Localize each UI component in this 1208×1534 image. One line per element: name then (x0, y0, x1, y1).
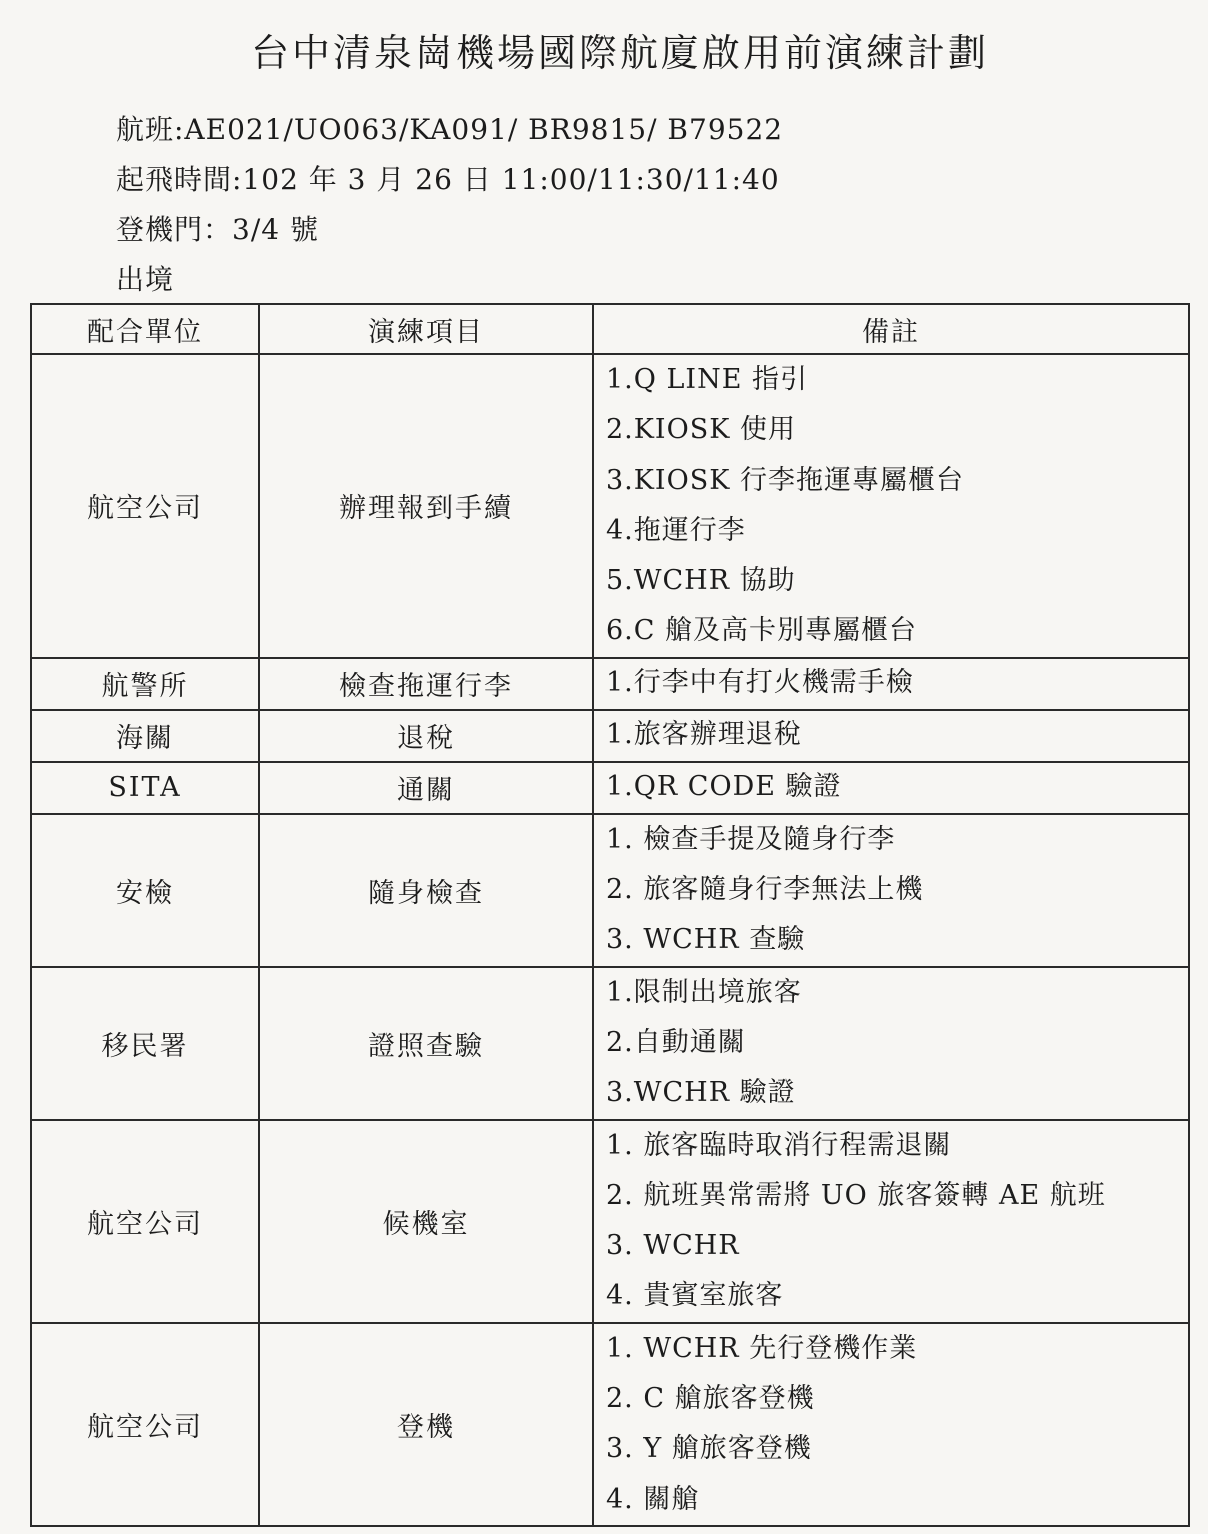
note-line: 3.WCHR 驗證 (606, 1077, 796, 1109)
table-row (31, 814, 1189, 967)
unit-cell: 海關 (31, 710, 259, 762)
note-line: 3. WCHR 查驗 (606, 924, 806, 956)
notes-cell (593, 1323, 1189, 1526)
note-line: 2.KIOSK 使用 (606, 414, 796, 446)
item-cell: 辦理報到手續 (259, 354, 593, 658)
note-line: 1.旅客辦理退稅 (606, 718, 802, 750)
drill-plan-table (30, 303, 1190, 1527)
departure-time-line: 起飛時間:102 年 3 月 26 日 11:00/11:30/11:40 (116, 163, 780, 196)
note-line: 3. WCHR (606, 1230, 740, 1262)
note-line: 2.自動通關 (606, 1026, 746, 1058)
gate-line: 登機門：3/4 號 (116, 213, 319, 246)
table-row (31, 967, 1189, 1120)
notes-cell (593, 710, 1189, 762)
item-cell: 候機室 (259, 1120, 593, 1323)
item-cell: 檢查拖運行李 (259, 658, 593, 710)
unit-cell: SITA (31, 762, 259, 814)
unit-cell: 移民署 (31, 967, 259, 1120)
note-line: 6.C 艙及高卡別專屬櫃台 (606, 615, 918, 647)
document-title: 台中清泉崗機場國際航廈啟用前演練計劃 (250, 31, 989, 75)
notes-cell (593, 354, 1189, 658)
note-line: 5.WCHR 協助 (606, 565, 796, 597)
item-cell: 證照查驗 (259, 967, 593, 1120)
header-notes: 備註 (593, 304, 1189, 354)
notes-cell (593, 1120, 1189, 1323)
note-line: 4. 關艙 (606, 1483, 700, 1515)
note-line: 3.KIOSK 行李拖運專屬櫃台 (606, 464, 964, 496)
unit-cell: 航空公司 (31, 1120, 259, 1323)
table-row (31, 762, 1189, 814)
notes-cell (593, 967, 1189, 1120)
table-header-row (31, 304, 1189, 354)
table-row (31, 710, 1189, 762)
note-line: 1.Q LINE 指引 (606, 364, 808, 395)
notes-cell (593, 814, 1189, 967)
notes-cell (593, 658, 1189, 710)
note-line: 2. C 艙旅客登機 (606, 1383, 815, 1415)
note-line: 2. 航班異常需將 UO 旅客簽轉 AE 航班 (606, 1179, 1106, 1211)
note-line: 2. 旅客隨身行李無法上機 (606, 874, 924, 906)
unit-cell: 安檢 (31, 814, 259, 967)
item-cell: 通關 (259, 762, 593, 814)
header-unit: 配合單位 (31, 304, 259, 354)
note-line: 4. 貴賓室旅客 (606, 1280, 784, 1312)
note-line: 1.行李中有打火機需手檢 (606, 666, 914, 698)
note-line: 1.限制出境旅客 (606, 976, 802, 1008)
item-cell: 退稅 (259, 710, 593, 762)
note-line: 1. 旅客臨時取消行程需退關 (606, 1129, 952, 1161)
item-cell: 登機 (259, 1323, 593, 1526)
table-row (31, 354, 1189, 658)
flights-line: 航班:AE021/UO063/KA091/ BR9815/ B79522 (116, 113, 784, 146)
note-line: 1.QR CODE 驗證 (606, 770, 842, 802)
direction-label: 出境 (116, 263, 175, 296)
note-line: 1. 檢查手提及隨身行李 (606, 823, 896, 855)
notes-cell (593, 762, 1189, 814)
unit-cell: 航警所 (31, 658, 259, 710)
table-row (31, 1323, 1189, 1526)
unit-cell: 航空公司 (31, 354, 259, 658)
item-cell: 隨身檢查 (259, 814, 593, 967)
table-row (31, 1120, 1189, 1323)
table-row (31, 658, 1189, 710)
note-line: 3. Y 艙旅客登機 (606, 1433, 812, 1465)
note-line: 1. WCHR 先行登機作業 (606, 1332, 918, 1364)
note-line: 4.拖運行李 (606, 514, 746, 546)
unit-cell: 航空公司 (31, 1323, 259, 1526)
header-item: 演練項目 (259, 304, 593, 354)
